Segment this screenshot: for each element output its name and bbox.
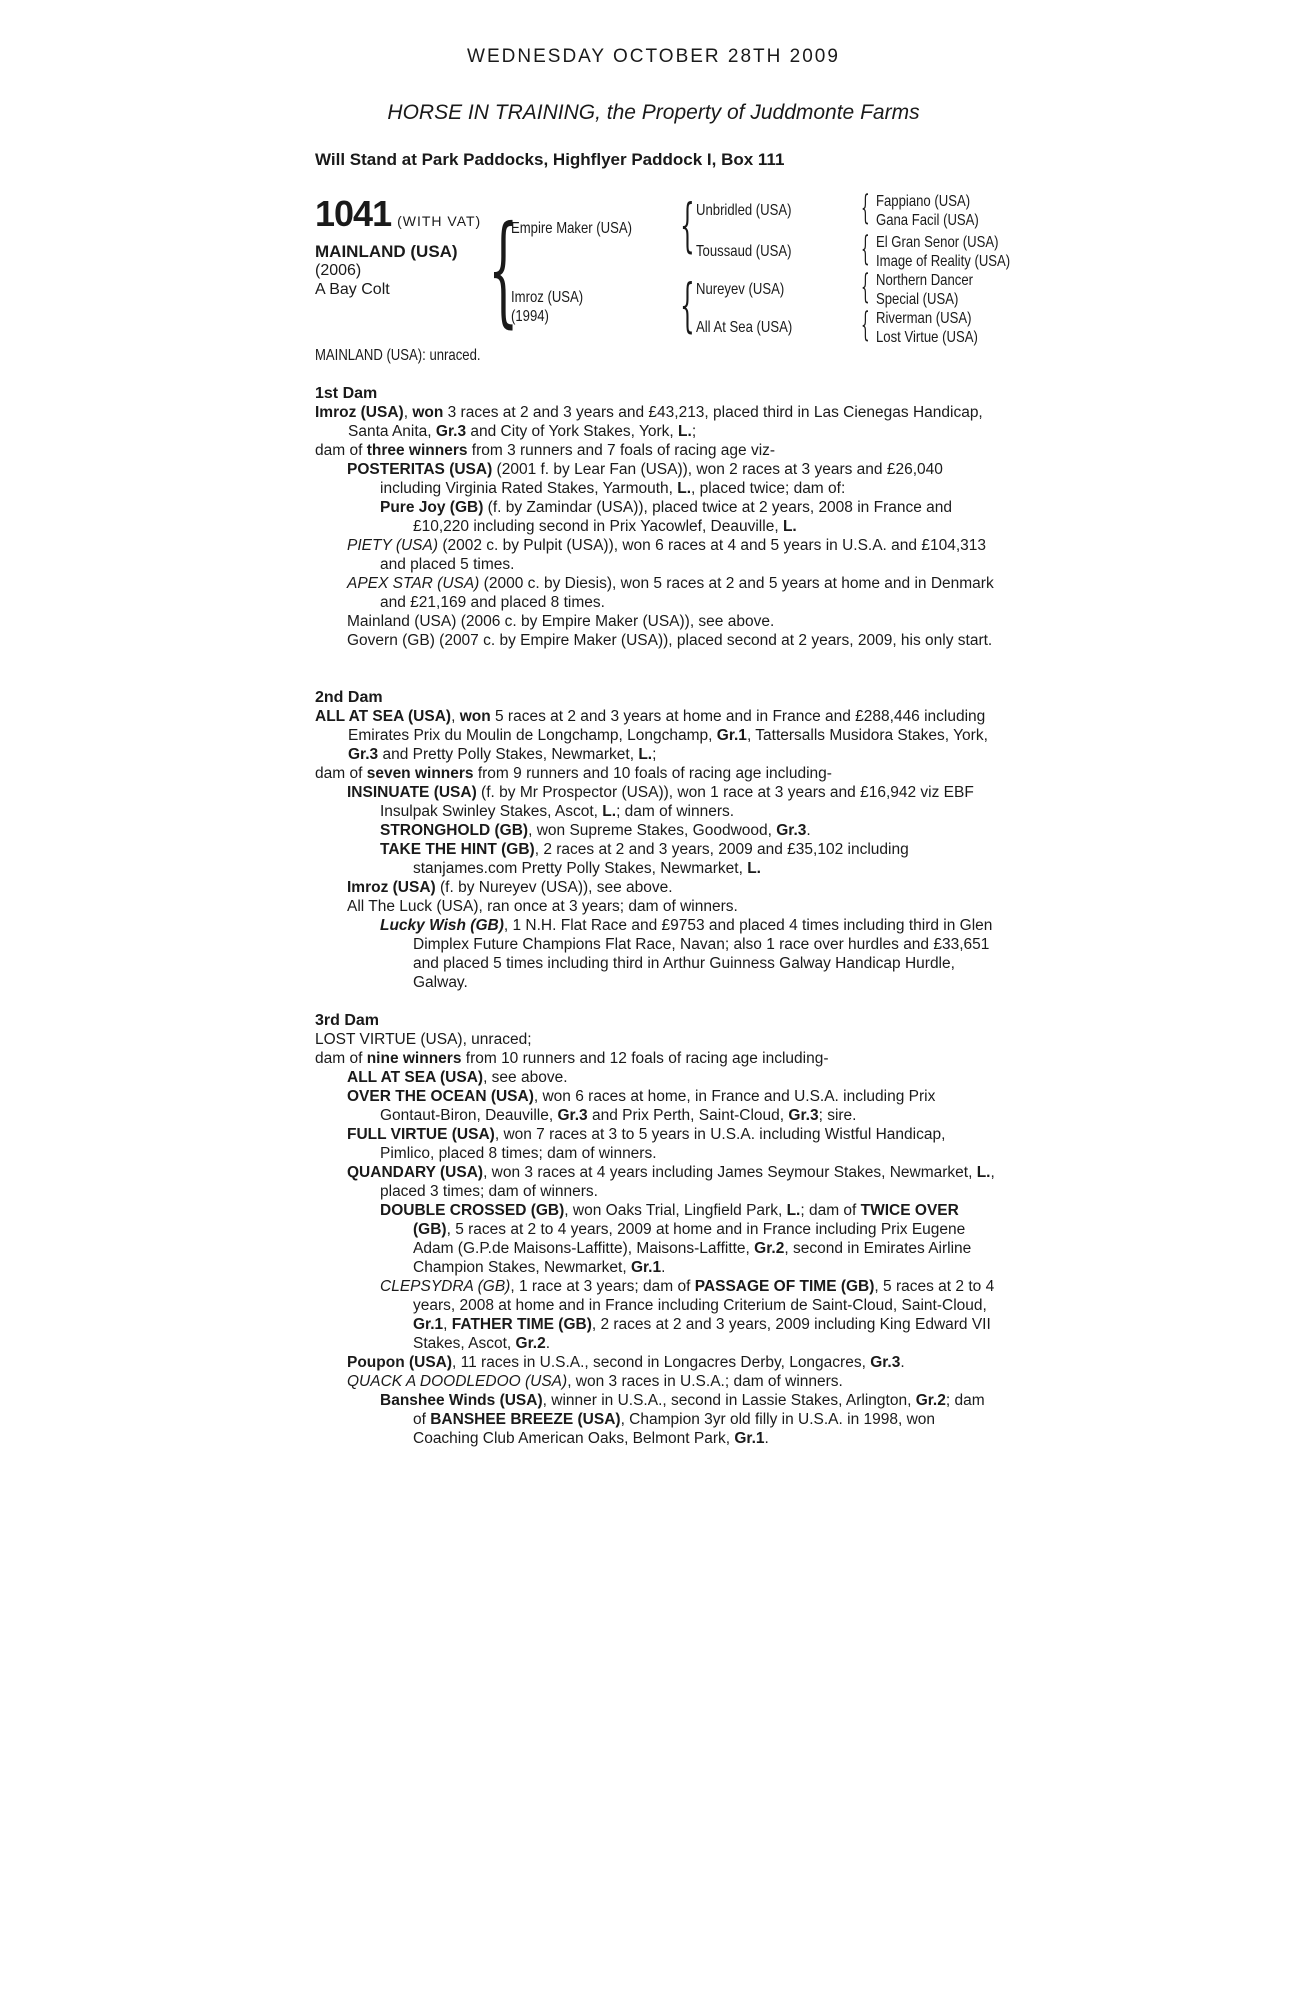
- entry-text-run: (f. by Mr Prospector (USA)), won 1 race at 3 years and £16,942 viz EBF Insulpak Swinley Stakes, Ascot,: [380, 784, 974, 820]
- entry-text-run: QUACK A DOODLEDOO (USA): [347, 1373, 568, 1390]
- entry-text-run: Gr.3: [435, 423, 467, 440]
- entry-text-run: , 1 N.H. Flat Race and £9753 and placed 4 times including third in Glen Dimplex Future Champions Flat Race, Navan; also 1 race over hurdles and £33,651 and placed 5 times including third in Arthur Guinness Galway Handicap Hurdle, Galway.: [413, 917, 993, 991]
- pedigree-sire-sire: Unbridled (USA): [696, 202, 792, 219]
- pedigree-entry: [315, 1277, 995, 1353]
- pedigree-brace-g4: {: [861, 305, 870, 345]
- pedigree-entry: [315, 1353, 995, 1372]
- entry-text-run: Gr.3: [557, 1107, 588, 1124]
- entry-text-run: QUANDARY (USA): [347, 1164, 484, 1181]
- entry-text-run: ; sire.: [818, 1107, 857, 1124]
- pedigree-entry: [315, 878, 995, 897]
- entry-text-run: PASSAGE OF TIME (GB): [694, 1278, 875, 1295]
- pedigree-entry: [315, 403, 995, 441]
- entry-text-run: Gr.2: [515, 1335, 546, 1352]
- entry-text-run: All The Luck (USA), ran once at 3 years; dam of winners.: [347, 898, 738, 915]
- entry-text-run: L.: [747, 860, 761, 877]
- third-dam-title: 3rd Dam: [315, 1012, 380, 1029]
- race-record: MAINLAND (USA): unraced.: [315, 347, 481, 364]
- entry-text-run: POSTERITAS (USA): [347, 461, 493, 478]
- entry-text-run: dam of: [315, 442, 367, 459]
- pedigree-dam-dam: All At Sea (USA): [696, 319, 793, 336]
- entry-text-run: .: [764, 1430, 769, 1447]
- first-dam-section: [315, 384, 995, 650]
- entry-text-run: from 9 runners and 10 foals of racing age including-: [473, 765, 832, 782]
- entry-text-run: Gr.3: [788, 1107, 819, 1124]
- entry-text-run: ; dam of: [800, 1202, 861, 1219]
- entry-text-run: Lucky Wish (GB): [380, 917, 504, 934]
- entry-text-run: INSINUATE (USA): [347, 784, 477, 801]
- entry-text-run: L.: [678, 423, 692, 440]
- entry-text-run: (f. by Nureyev (USA)), see above.: [435, 879, 673, 896]
- entry-text-run: from 3 runners and 7 foals of racing age viz-: [467, 442, 776, 459]
- entry-text-run: , won 6 races at home, in France and U.S.A. including Prix Gontaut-Biron, Deauville,: [380, 1088, 936, 1124]
- entry-text-run: .: [900, 1354, 905, 1371]
- pedigree-entry: [315, 1125, 995, 1163]
- pedigree-entry: [315, 1372, 995, 1391]
- entry-text-run: (2000 c. by Diesis), won 5 races at 2 and 5 years at home and in Denmark and £21,169 and placed 8 times.: [380, 575, 994, 611]
- pedigree-g1: Fappiano (USA): [876, 193, 971, 210]
- pedigree-entry: [315, 574, 995, 612]
- entry-text-run: .: [806, 822, 811, 839]
- entry-text-run: , won 7 races at 3 to 5 years in U.S.A. including Wistful Handicap, Pimlico, placed 8 times; dam of winners.: [380, 1126, 946, 1162]
- entry-text-run: from 10 runners and 12 foals of racing age including-: [461, 1050, 829, 1067]
- entry-text-run: Gr.3: [870, 1354, 901, 1371]
- entry-text-run: (2002 c. by Pulpit (USA)), won 6 races at 4 and 5 years in U.S.A. and £104,313 and placed 5 times.: [380, 537, 986, 573]
- entry-text-run: dam of: [315, 1050, 367, 1067]
- entry-text-run: and Prix Perth, Saint-Cloud,: [587, 1107, 789, 1124]
- entry-text-run: , second in Emirates Airline Champion Stakes, Newmarket,: [413, 1240, 972, 1276]
- pedigree-entry: [315, 897, 995, 916]
- vat-note: (WITH VAT): [397, 213, 482, 229]
- entry-text-run: , 5 races at 2 to 4 years, 2008 at home and in France including Criterium de Saint-Cloud, Saint-Cloud,: [413, 1278, 995, 1314]
- entry-text-run: nine winners: [366, 1050, 462, 1067]
- pedigree-brace-g1: {: [861, 188, 870, 228]
- pedigree-entry: [315, 498, 995, 536]
- pedigree-entry: [315, 441, 995, 460]
- entry-text-run: Imroz (USA): [315, 404, 404, 421]
- lot-heading: [315, 193, 481, 235]
- lot-number: 1041: [315, 193, 392, 234]
- entry-text-run: and Pretty Polly Stakes, Newmarket,: [378, 746, 639, 763]
- entry-text-run: , won 3 races at 4 years including James Seymour Stakes, Newmarket,: [483, 1164, 977, 1181]
- entry-text-run: dam of: [315, 765, 367, 782]
- entry-text-run: , won Oaks Trial, Lingfield Park,: [564, 1202, 787, 1219]
- entry-text-run: , see above.: [483, 1069, 568, 1086]
- stand-location: Will Stand at Park Paddocks, Highflyer Paddock I, Box 111: [315, 150, 785, 169]
- entry-text-run: .: [545, 1335, 551, 1352]
- entry-text-run: Gr.1: [716, 727, 747, 744]
- pedigree-entry: [315, 1068, 995, 1087]
- entry-text-run: L.: [638, 746, 653, 763]
- entry-text-run: Poupon (USA): [347, 1354, 453, 1371]
- entry-text-run: seven winners: [366, 765, 474, 782]
- entry-text-run: TAKE THE HINT (GB): [380, 841, 535, 858]
- entry-text-run: OVER THE OCEAN (USA): [347, 1088, 534, 1105]
- pedigree-entry: [315, 1391, 995, 1448]
- entry-text-run: Gr.1: [734, 1430, 765, 1447]
- horse-year: (2006): [315, 262, 362, 279]
- pedigree-entry: [315, 460, 995, 498]
- entry-text-run: L.: [602, 803, 617, 820]
- pedigree-entry: [315, 1049, 995, 1068]
- entry-text-run: , 1 race at 3 years; dam of: [510, 1278, 695, 1295]
- entry-text-run: , placed 3 times; dam of winners.: [380, 1164, 995, 1200]
- pedigree-g2: Gana Facil (USA): [876, 212, 979, 229]
- entry-text-run: L.: [976, 1164, 991, 1181]
- entry-text-run: , placed twice; dam of:: [691, 480, 846, 497]
- entry-text-run: Gr.1: [630, 1259, 662, 1276]
- entry-text-run: ;: [691, 423, 697, 440]
- pedigree-g5: Northern Dancer: [876, 272, 973, 289]
- entry-text-run: ,: [451, 708, 460, 725]
- entry-text-run: Gr.3: [348, 746, 379, 763]
- entry-text-run: , Tattersalls Musidora Stakes, York,: [746, 727, 988, 744]
- entry-text-run: CLEPSYDRA (GB): [380, 1278, 511, 1295]
- pedigree-entry: [315, 536, 995, 574]
- entry-text-run: , 2 races at 2 and 3 years, 2009 and £35,102 including stanjames.com Pretty Polly Stakes, Newmarket,: [413, 841, 909, 877]
- pedigree-g7: Riverman (USA): [876, 310, 972, 327]
- pedigree-entry: [315, 783, 995, 821]
- pedigree-sire-dam: Toussaud (USA): [696, 243, 792, 260]
- pedigree-g6: Special (USA): [876, 291, 959, 308]
- entry-text-run: DOUBLE CROSSED (GB): [380, 1202, 565, 1219]
- pedigree-g4: Image of Reality (USA): [876, 253, 1011, 270]
- pedigree-entry: [315, 1201, 995, 1277]
- first-dam-lines: [315, 403, 995, 650]
- entry-text-run: TWICE OVER (GB): [413, 1202, 959, 1238]
- entry-text-run: (2001 f. by Lear Fan (USA)), won 2 races at 3 years and £26,040 including Virginia Rated Stakes, Yarmouth,: [380, 461, 943, 497]
- entry-text-run: ;: [652, 746, 657, 763]
- pedigree-brace-g2: {: [861, 229, 870, 269]
- pedigree-entry: [315, 631, 995, 650]
- entry-text-run: Pure Joy (GB): [380, 499, 484, 516]
- pedigree-brace-g3: {: [861, 267, 870, 307]
- entry-text-run: .: [661, 1259, 666, 1276]
- entry-text-run: FATHER TIME (GB): [451, 1316, 592, 1333]
- pedigree-entry: [315, 916, 995, 992]
- entry-text-run: 3 races at 2 and 3 years and £43,213, placed third in Las Cienegas Handicap, Santa Anita,: [348, 404, 983, 440]
- pedigree-entry: [315, 707, 995, 764]
- entry-text-run: L.: [677, 480, 692, 497]
- entry-text-run: Govern (GB) (2007 c. by Empire Maker (USA)), placed second at 2 years, 2009, his only start.: [347, 632, 993, 649]
- pedigree-g3: El Gran Senor (USA): [876, 234, 999, 251]
- entry-text-run: STRONGHOLD (GB): [380, 822, 529, 839]
- third-dam-lines: [315, 1030, 995, 1448]
- entry-text-run: LOST VIRTUE (USA), unraced;: [315, 1031, 532, 1048]
- pedigree-g8: Lost Virtue (USA): [876, 329, 978, 346]
- entry-text-run: Gr.3: [776, 822, 807, 839]
- entry-text-run: , 5 races at 2 to 4 years, 2009 at home and in France including Prix Eugene Adam (G.P.de Maisons-Laffitte), Maisons-Laffitte,: [413, 1221, 966, 1257]
- first-dam-title: 1st Dam: [315, 385, 378, 402]
- entry-text-run: Mainland (USA) (2006 c. by Empire Maker (USA)), see above.: [347, 613, 775, 630]
- pedigree-dam-year: (1994): [511, 308, 549, 325]
- entry-text-run: , won Supreme Stakes, Goodwood,: [528, 822, 777, 839]
- entry-text-run: ,: [443, 1316, 452, 1333]
- pedigree-sire: Empire Maker (USA): [511, 220, 633, 237]
- entry-text-run: three winners: [366, 442, 468, 459]
- entry-text-run: L.: [782, 518, 797, 535]
- pedigree-entry: [315, 1030, 995, 1049]
- entry-text-run: ; dam of: [413, 1392, 985, 1428]
- entry-text-run: ,: [403, 404, 413, 421]
- entry-text-run: , won 3 races in U.S.A.; dam of winners.: [567, 1373, 843, 1390]
- entry-text-run: (f. by Zamindar (USA)), placed twice at 2 years, 2008 in France and £10,220 including second in Prix Yacowlef, Deauville,: [413, 499, 953, 535]
- entry-text-run: Gr.2: [915, 1392, 946, 1409]
- pedigree-brace-sire: {: [680, 191, 695, 259]
- horse-name: MAINLAND (USA): [315, 242, 458, 261]
- lot-subtitle: HORSE IN TRAINING, the Property of Juddmonte Farms: [387, 101, 920, 124]
- pedigree-brace-main: {: [488, 201, 519, 340]
- entry-text-run: PIETY (USA): [347, 537, 439, 554]
- entry-text-run: BANSHEE BREEZE (USA): [430, 1411, 621, 1428]
- entry-text-run: Gr.1: [413, 1316, 444, 1333]
- horse-description: A Bay Colt: [315, 281, 390, 298]
- third-dam-section: [315, 1011, 995, 1448]
- pedigree-brace-dam: {: [680, 271, 695, 339]
- pedigree-entry: [315, 840, 995, 878]
- pedigree-entry: [315, 1087, 995, 1125]
- pedigree-entry: [315, 612, 995, 631]
- entry-text-run: won: [459, 708, 491, 725]
- entry-text-run: , Champion 3yr old filly in U.S.A. in 1998, won Coaching Club American Oaks, Belmont Park,: [413, 1411, 936, 1447]
- entry-text-run: won: [412, 404, 444, 421]
- entry-text-run: , winner in U.S.A., second in Lassie Stakes, Arlington,: [542, 1392, 916, 1409]
- entry-text-run: , 2 races at 2 and 3 years, 2009 including King Edward VII Stakes, Ascot,: [413, 1316, 991, 1352]
- entry-text-run: 5 races at 2 and 3 years at home and in France and £288,446 including Emirates Prix du Moulin de Longchamp, Longchamp,: [348, 708, 986, 744]
- entry-text-run: and City of York Stakes, York,: [466, 423, 679, 440]
- entry-text-run: Gr.2: [754, 1240, 785, 1257]
- entry-text-run: ALL AT SEA (USA): [315, 708, 452, 725]
- sale-date: WEDNESDAY OCTOBER 28TH 2009: [467, 46, 840, 67]
- entry-text-run: Imroz (USA): [347, 879, 436, 896]
- pedigree-dam-sire: Nureyev (USA): [696, 281, 785, 298]
- entry-text-run: , 11 races in U.S.A., second in Longacres Derby, Longacres,: [452, 1354, 871, 1371]
- pedigree-entry: [315, 764, 995, 783]
- entry-text-run: APEX STAR (USA): [347, 575, 480, 592]
- entry-text-run: ALL AT SEA (USA): [347, 1069, 484, 1086]
- second-dam-title: 2nd Dam: [315, 689, 383, 706]
- entry-text-run: Banshee Winds (USA): [380, 1392, 543, 1409]
- entry-text-run: FULL VIRTUE (USA): [347, 1126, 495, 1143]
- second-dam-lines: [315, 707, 995, 992]
- second-dam-section: [315, 688, 995, 992]
- entry-text-run: ; dam of winners.: [616, 803, 735, 820]
- pedigree-entry: [315, 1163, 995, 1201]
- pedigree-entry: [315, 821, 995, 840]
- pedigree-dam: Imroz (USA): [511, 289, 584, 306]
- entry-text-run: L.: [786, 1202, 801, 1219]
